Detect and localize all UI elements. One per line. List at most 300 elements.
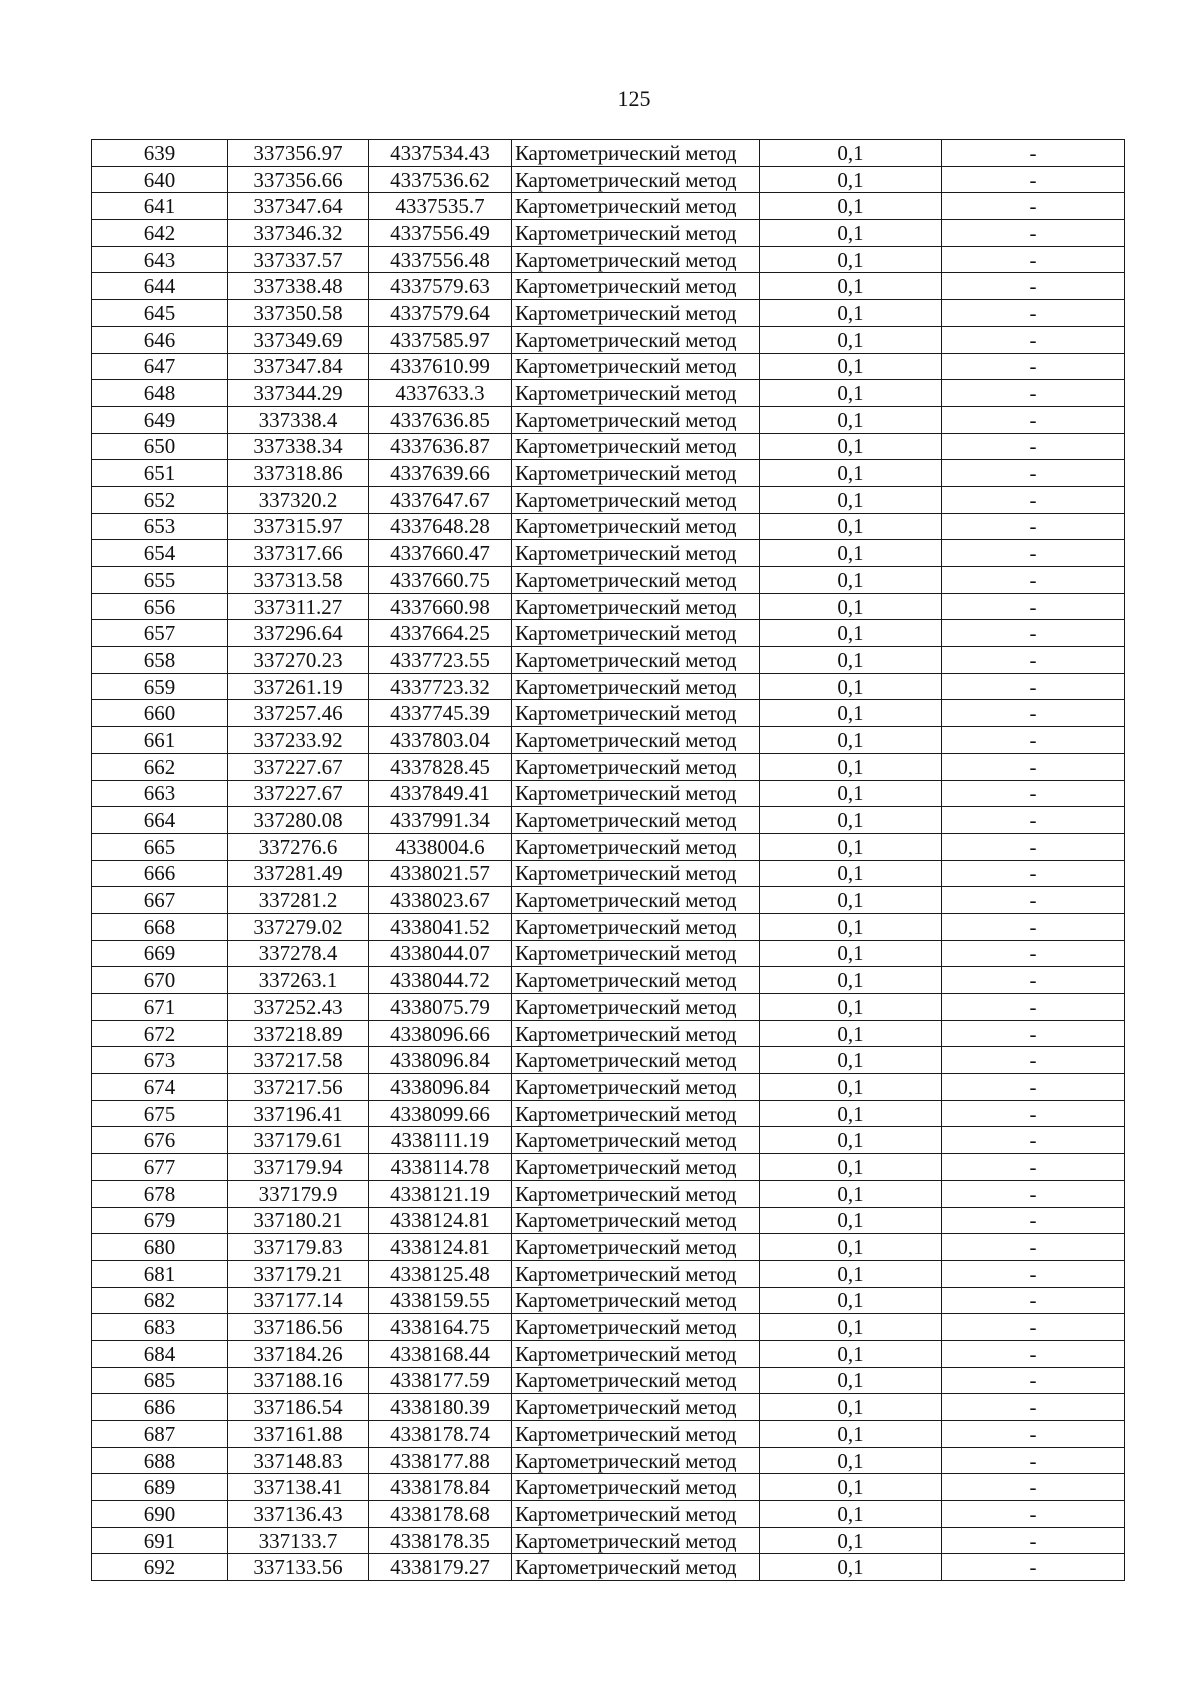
note-cell: - (942, 1020, 1125, 1047)
table-row (92, 1047, 1125, 1074)
method-cell: Картометрический метод (512, 1180, 760, 1207)
y-coordinate-cell: 4338164.75 (369, 1314, 512, 1341)
method-cell: Картометрический метод (512, 353, 760, 380)
y-coordinate-cell: 4337849.41 (369, 780, 512, 807)
point-number-cell: 667 (92, 887, 228, 914)
point-number-cell: 653 (92, 513, 228, 540)
table-row (92, 433, 1125, 460)
accuracy-cell: 0,1 (760, 1100, 942, 1127)
note-cell: - (942, 300, 1125, 327)
y-coordinate-cell: 4337610.99 (369, 353, 512, 380)
note-cell: - (942, 1260, 1125, 1287)
method-cell: Картометрический метод (512, 246, 760, 273)
method-cell: Картометрический метод (512, 1154, 760, 1181)
x-coordinate-cell: 337315.97 (228, 513, 369, 540)
x-coordinate-cell: 337338.48 (228, 273, 369, 300)
method-cell: Картометрический метод (512, 326, 760, 353)
x-coordinate-cell: 337133.7 (228, 1527, 369, 1554)
method-cell: Картометрический метод (512, 1127, 760, 1154)
accuracy-cell: 0,1 (760, 620, 942, 647)
table-row (92, 1394, 1125, 1421)
point-number-cell: 673 (92, 1047, 228, 1074)
accuracy-cell: 0,1 (760, 1047, 942, 1074)
accuracy-cell: 0,1 (760, 913, 942, 940)
point-number-cell: 690 (92, 1501, 228, 1528)
method-cell: Картометрический метод (512, 140, 760, 167)
note-cell: - (942, 647, 1125, 674)
note-cell: - (942, 1154, 1125, 1181)
point-number-cell: 668 (92, 913, 228, 940)
point-number-cell: 665 (92, 833, 228, 860)
table-row (92, 1367, 1125, 1394)
note-cell: - (942, 193, 1125, 220)
x-coordinate-cell: 337317.66 (228, 540, 369, 567)
coordinates-table-body (92, 140, 1125, 1581)
accuracy-cell: 0,1 (760, 700, 942, 727)
y-coordinate-cell: 4337535.7 (369, 193, 512, 220)
y-coordinate-cell: 4337660.98 (369, 593, 512, 620)
x-coordinate-cell: 337186.54 (228, 1394, 369, 1421)
y-coordinate-cell: 4337723.32 (369, 673, 512, 700)
accuracy-cell: 0,1 (760, 833, 942, 860)
table-row (92, 1314, 1125, 1341)
point-number-cell: 647 (92, 353, 228, 380)
y-coordinate-cell: 4337579.64 (369, 300, 512, 327)
method-cell: Картометрический метод (512, 1074, 760, 1101)
note-cell: - (942, 326, 1125, 353)
note-cell: - (942, 753, 1125, 780)
y-coordinate-cell: 4337633.3 (369, 380, 512, 407)
point-number-cell: 679 (92, 1207, 228, 1234)
note-cell: - (942, 913, 1125, 940)
note-cell: - (942, 1180, 1125, 1207)
table-row (92, 460, 1125, 487)
x-coordinate-cell: 337196.41 (228, 1100, 369, 1127)
y-coordinate-cell: 4338178.68 (369, 1501, 512, 1528)
note-cell: - (942, 380, 1125, 407)
x-coordinate-cell: 337318.86 (228, 460, 369, 487)
method-cell: Картометрический метод (512, 1207, 760, 1234)
x-coordinate-cell: 337179.21 (228, 1260, 369, 1287)
accuracy-cell: 0,1 (760, 406, 942, 433)
accuracy-cell: 0,1 (760, 1234, 942, 1261)
table-row (92, 1527, 1125, 1554)
point-number-cell: 669 (92, 940, 228, 967)
x-coordinate-cell: 337356.97 (228, 140, 369, 167)
method-cell: Картометрический метод (512, 513, 760, 540)
x-coordinate-cell: 337281.49 (228, 860, 369, 887)
accuracy-cell: 0,1 (760, 1260, 942, 1287)
point-number-cell: 657 (92, 620, 228, 647)
x-coordinate-cell: 337233.92 (228, 727, 369, 754)
y-coordinate-cell: 4338041.52 (369, 913, 512, 940)
table-row (92, 193, 1125, 220)
note-cell: - (942, 887, 1125, 914)
point-number-cell: 650 (92, 433, 228, 460)
x-coordinate-cell: 337252.43 (228, 994, 369, 1021)
x-coordinate-cell: 337270.23 (228, 647, 369, 674)
note-cell: - (942, 140, 1125, 167)
point-number-cell: 685 (92, 1367, 228, 1394)
x-coordinate-cell: 337338.4 (228, 406, 369, 433)
y-coordinate-cell: 4338004.6 (369, 833, 512, 860)
point-number-cell: 663 (92, 780, 228, 807)
table-row (92, 833, 1125, 860)
x-coordinate-cell: 337179.94 (228, 1154, 369, 1181)
method-cell: Картометрический метод (512, 273, 760, 300)
accuracy-cell: 0,1 (760, 1154, 942, 1181)
method-cell: Картометрический метод (512, 833, 760, 860)
accuracy-cell: 0,1 (760, 1314, 942, 1341)
x-coordinate-cell: 337257.46 (228, 700, 369, 727)
y-coordinate-cell: 4338044.72 (369, 967, 512, 994)
method-cell: Картометрический метод (512, 887, 760, 914)
accuracy-cell: 0,1 (760, 540, 942, 567)
note-cell: - (942, 1554, 1125, 1581)
point-number-cell: 688 (92, 1447, 228, 1474)
x-coordinate-cell: 337280.08 (228, 807, 369, 834)
table-row (92, 1287, 1125, 1314)
x-coordinate-cell: 337227.67 (228, 780, 369, 807)
x-coordinate-cell: 337276.6 (228, 833, 369, 860)
method-cell: Картометрический метод (512, 1447, 760, 1474)
y-coordinate-cell: 4338180.39 (369, 1394, 512, 1421)
point-number-cell: 675 (92, 1100, 228, 1127)
table-row (92, 567, 1125, 594)
point-number-cell: 687 (92, 1421, 228, 1448)
method-cell: Картометрический метод (512, 406, 760, 433)
table-row (92, 593, 1125, 620)
y-coordinate-cell: 4338124.81 (369, 1234, 512, 1261)
point-number-cell: 644 (92, 273, 228, 300)
note-cell: - (942, 460, 1125, 487)
x-coordinate-cell: 337148.83 (228, 1447, 369, 1474)
point-number-cell: 684 (92, 1340, 228, 1367)
accuracy-cell: 0,1 (760, 1447, 942, 1474)
point-number-cell: 670 (92, 967, 228, 994)
method-cell: Картометрический метод (512, 620, 760, 647)
method-cell: Картометрический метод (512, 1527, 760, 1554)
x-coordinate-cell: 337133.56 (228, 1554, 369, 1581)
method-cell: Картометрический метод (512, 913, 760, 940)
method-cell: Картометрический метод (512, 1474, 760, 1501)
table-row (92, 807, 1125, 834)
accuracy-cell: 0,1 (760, 940, 942, 967)
point-number-cell: 683 (92, 1314, 228, 1341)
method-cell: Картометрический метод (512, 1260, 760, 1287)
note-cell: - (942, 1474, 1125, 1501)
point-number-cell: 662 (92, 753, 228, 780)
point-number-cell: 691 (92, 1527, 228, 1554)
x-coordinate-cell: 337179.61 (228, 1127, 369, 1154)
x-coordinate-cell: 337344.29 (228, 380, 369, 407)
y-coordinate-cell: 4337639.66 (369, 460, 512, 487)
table-row (92, 1260, 1125, 1287)
x-coordinate-cell: 337263.1 (228, 967, 369, 994)
x-coordinate-cell: 337320.2 (228, 486, 369, 513)
coordinates-table (91, 139, 1125, 1581)
point-number-cell: 678 (92, 1180, 228, 1207)
point-number-cell: 648 (92, 380, 228, 407)
x-coordinate-cell: 337136.43 (228, 1501, 369, 1528)
method-cell: Картометрический метод (512, 166, 760, 193)
table-row (92, 1074, 1125, 1101)
method-cell: Картометрический метод (512, 193, 760, 220)
point-number-cell: 664 (92, 807, 228, 834)
note-cell: - (942, 700, 1125, 727)
y-coordinate-cell: 4337745.39 (369, 700, 512, 727)
accuracy-cell: 0,1 (760, 246, 942, 273)
method-cell: Картометрический метод (512, 727, 760, 754)
y-coordinate-cell: 4337647.67 (369, 486, 512, 513)
note-cell: - (942, 1287, 1125, 1314)
accuracy-cell: 0,1 (760, 567, 942, 594)
table-row (92, 673, 1125, 700)
method-cell: Картометрический метод (512, 967, 760, 994)
y-coordinate-cell: 4338177.88 (369, 1447, 512, 1474)
x-coordinate-cell: 337278.4 (228, 940, 369, 967)
y-coordinate-cell: 4338111.19 (369, 1127, 512, 1154)
y-coordinate-cell: 4337534.43 (369, 140, 512, 167)
y-coordinate-cell: 4338099.66 (369, 1100, 512, 1127)
table-row (92, 1100, 1125, 1127)
table-row (92, 1020, 1125, 1047)
y-coordinate-cell: 4337536.62 (369, 166, 512, 193)
note-cell: - (942, 513, 1125, 540)
accuracy-cell: 0,1 (760, 1074, 942, 1101)
x-coordinate-cell: 337279.02 (228, 913, 369, 940)
method-cell: Картометрический метод (512, 593, 760, 620)
x-coordinate-cell: 337138.41 (228, 1474, 369, 1501)
point-number-cell: 661 (92, 727, 228, 754)
x-coordinate-cell: 337311.27 (228, 593, 369, 620)
point-number-cell: 689 (92, 1474, 228, 1501)
accuracy-cell: 0,1 (760, 273, 942, 300)
method-cell: Картометрический метод (512, 460, 760, 487)
note-cell: - (942, 1127, 1125, 1154)
y-coordinate-cell: 4338075.79 (369, 994, 512, 1021)
note-cell: - (942, 1394, 1125, 1421)
table-row (92, 780, 1125, 807)
table-row (92, 220, 1125, 247)
accuracy-cell: 0,1 (760, 1554, 942, 1581)
y-coordinate-cell: 4338096.66 (369, 1020, 512, 1047)
page-number: 125 (617, 86, 651, 111)
accuracy-cell: 0,1 (760, 1527, 942, 1554)
accuracy-cell: 0,1 (760, 1287, 942, 1314)
x-coordinate-cell: 337346.32 (228, 220, 369, 247)
point-number-cell: 655 (92, 567, 228, 594)
point-number-cell: 676 (92, 1127, 228, 1154)
y-coordinate-cell: 4338125.48 (369, 1260, 512, 1287)
note-cell: - (942, 567, 1125, 594)
note-cell: - (942, 406, 1125, 433)
accuracy-cell: 0,1 (760, 460, 942, 487)
y-coordinate-cell: 4338168.44 (369, 1340, 512, 1367)
note-cell: - (942, 273, 1125, 300)
accuracy-cell: 0,1 (760, 593, 942, 620)
table-row (92, 647, 1125, 674)
accuracy-cell: 0,1 (760, 193, 942, 220)
y-coordinate-cell: 4338044.07 (369, 940, 512, 967)
point-number-cell: 686 (92, 1394, 228, 1421)
method-cell: Картометрический метод (512, 300, 760, 327)
accuracy-cell: 0,1 (760, 326, 942, 353)
x-coordinate-cell: 337179.83 (228, 1234, 369, 1261)
x-coordinate-cell: 337349.69 (228, 326, 369, 353)
point-number-cell: 674 (92, 1074, 228, 1101)
note-cell: - (942, 166, 1125, 193)
method-cell: Картометрический метод (512, 1340, 760, 1367)
method-cell: Картометрический метод (512, 486, 760, 513)
x-coordinate-cell: 337161.88 (228, 1421, 369, 1448)
y-coordinate-cell: 4337660.75 (369, 567, 512, 594)
method-cell: Картометрический метод (512, 1287, 760, 1314)
x-coordinate-cell: 337217.58 (228, 1047, 369, 1074)
method-cell: Картометрический метод (512, 807, 760, 834)
note-cell: - (942, 353, 1125, 380)
method-cell: Картометрический метод (512, 1501, 760, 1528)
note-cell: - (942, 486, 1125, 513)
point-number-cell: 649 (92, 406, 228, 433)
method-cell: Картометрический метод (512, 1234, 760, 1261)
x-coordinate-cell: 337180.21 (228, 1207, 369, 1234)
accuracy-cell: 0,1 (760, 994, 942, 1021)
accuracy-cell: 0,1 (760, 140, 942, 167)
table-row (92, 700, 1125, 727)
note-cell: - (942, 246, 1125, 273)
table-row (92, 1234, 1125, 1261)
x-coordinate-cell: 337186.56 (228, 1314, 369, 1341)
method-cell: Картометрический метод (512, 1020, 760, 1047)
accuracy-cell: 0,1 (760, 433, 942, 460)
y-coordinate-cell: 4337556.48 (369, 246, 512, 273)
y-coordinate-cell: 4338121.19 (369, 1180, 512, 1207)
note-cell: - (942, 1367, 1125, 1394)
x-coordinate-cell: 337218.89 (228, 1020, 369, 1047)
table-row (92, 353, 1125, 380)
method-cell: Картометрический метод (512, 540, 760, 567)
y-coordinate-cell: 4338021.57 (369, 860, 512, 887)
accuracy-cell: 0,1 (760, 1180, 942, 1207)
method-cell: Картометрический метод (512, 567, 760, 594)
table-row (92, 1154, 1125, 1181)
y-coordinate-cell: 4338159.55 (369, 1287, 512, 1314)
point-number-cell: 660 (92, 700, 228, 727)
table-row (92, 140, 1125, 167)
y-coordinate-cell: 4337991.34 (369, 807, 512, 834)
point-number-cell: 642 (92, 220, 228, 247)
note-cell: - (942, 1340, 1125, 1367)
method-cell: Картометрический метод (512, 780, 760, 807)
x-coordinate-cell: 337188.16 (228, 1367, 369, 1394)
point-number-cell: 671 (92, 994, 228, 1021)
accuracy-cell: 0,1 (760, 166, 942, 193)
accuracy-cell: 0,1 (760, 1474, 942, 1501)
y-coordinate-cell: 4338096.84 (369, 1047, 512, 1074)
table-row (92, 1180, 1125, 1207)
point-number-cell: 656 (92, 593, 228, 620)
accuracy-cell: 0,1 (760, 967, 942, 994)
table-row (92, 753, 1125, 780)
table-row (92, 326, 1125, 353)
x-coordinate-cell: 337296.64 (228, 620, 369, 647)
x-coordinate-cell: 337350.58 (228, 300, 369, 327)
method-cell: Картометрический метод (512, 673, 760, 700)
method-cell: Картометрический метод (512, 860, 760, 887)
table-row (92, 380, 1125, 407)
y-coordinate-cell: 4337585.97 (369, 326, 512, 353)
accuracy-cell: 0,1 (760, 753, 942, 780)
x-coordinate-cell: 337227.67 (228, 753, 369, 780)
x-coordinate-cell: 337281.2 (228, 887, 369, 914)
method-cell: Картометрический метод (512, 1047, 760, 1074)
y-coordinate-cell: 4337636.85 (369, 406, 512, 433)
table-row (92, 513, 1125, 540)
table-row (92, 1474, 1125, 1501)
note-cell: - (942, 727, 1125, 754)
y-coordinate-cell: 4338178.74 (369, 1421, 512, 1448)
accuracy-cell: 0,1 (760, 513, 942, 540)
point-number-cell: 666 (92, 860, 228, 887)
note-cell: - (942, 807, 1125, 834)
table-row (92, 887, 1125, 914)
y-coordinate-cell: 4337828.45 (369, 753, 512, 780)
x-coordinate-cell: 337347.64 (228, 193, 369, 220)
table-row (92, 913, 1125, 940)
note-cell: - (942, 967, 1125, 994)
accuracy-cell: 0,1 (760, 380, 942, 407)
note-cell: - (942, 940, 1125, 967)
point-number-cell: 645 (92, 300, 228, 327)
point-number-cell: 658 (92, 647, 228, 674)
method-cell: Картометрический метод (512, 220, 760, 247)
x-coordinate-cell: 337179.9 (228, 1180, 369, 1207)
accuracy-cell: 0,1 (760, 1207, 942, 1234)
note-cell: - (942, 620, 1125, 647)
note-cell: - (942, 433, 1125, 460)
note-cell: - (942, 1527, 1125, 1554)
note-cell: - (942, 860, 1125, 887)
x-coordinate-cell: 337184.26 (228, 1340, 369, 1367)
note-cell: - (942, 1314, 1125, 1341)
y-coordinate-cell: 4338124.81 (369, 1207, 512, 1234)
note-cell: - (942, 220, 1125, 247)
y-coordinate-cell: 4338177.59 (369, 1367, 512, 1394)
x-coordinate-cell: 337347.84 (228, 353, 369, 380)
note-cell: - (942, 1074, 1125, 1101)
note-cell: - (942, 1447, 1125, 1474)
point-number-cell: 646 (92, 326, 228, 353)
accuracy-cell: 0,1 (760, 647, 942, 674)
table-row (92, 620, 1125, 647)
method-cell: Картометрический метод (512, 940, 760, 967)
x-coordinate-cell: 337313.58 (228, 567, 369, 594)
accuracy-cell: 0,1 (760, 486, 942, 513)
note-cell: - (942, 1421, 1125, 1448)
table-row (92, 1127, 1125, 1154)
note-cell: - (942, 780, 1125, 807)
table-row (92, 246, 1125, 273)
point-number-cell: 643 (92, 246, 228, 273)
note-cell: - (942, 1207, 1125, 1234)
table-row (92, 540, 1125, 567)
accuracy-cell: 0,1 (760, 1340, 942, 1367)
point-number-cell: 677 (92, 1154, 228, 1181)
y-coordinate-cell: 4338178.35 (369, 1527, 512, 1554)
point-number-cell: 640 (92, 166, 228, 193)
note-cell: - (942, 540, 1125, 567)
